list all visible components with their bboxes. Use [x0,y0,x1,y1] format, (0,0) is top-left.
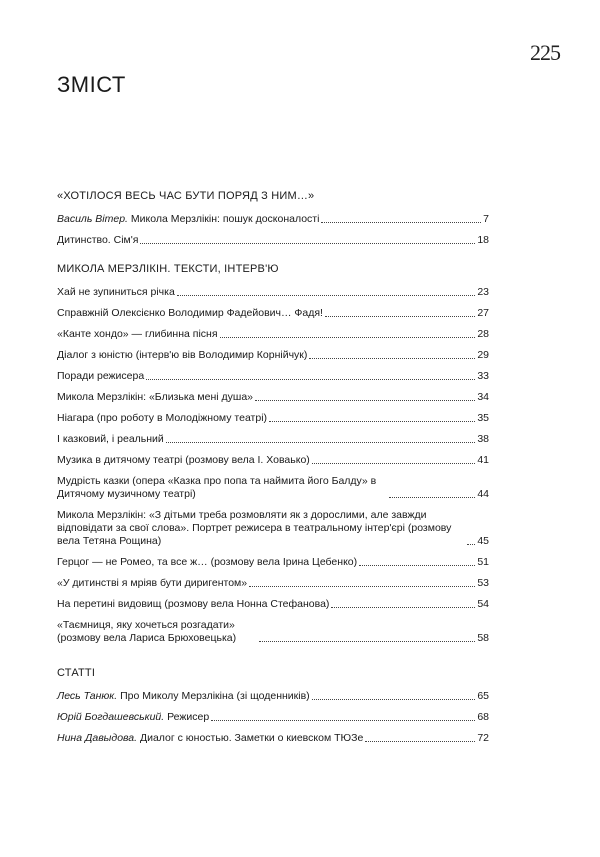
toc-entry[interactable] [57,577,489,590]
entry-page: 68 [477,711,489,723]
entry-page: 54 [477,598,489,610]
dot-leader [321,222,481,223]
toc-entry[interactable] [57,286,489,299]
toc-entry[interactable] [57,475,489,501]
toc-entry[interactable] [57,370,489,383]
dot-leader [467,544,475,545]
dot-leader [255,400,475,401]
entry-title: Режисер [164,711,210,723]
dot-leader [259,641,475,642]
entry-title: Микола Мерзлікін: «Близька мені душа» [57,391,254,403]
table-of-contents [57,190,489,761]
entry-page: 53 [477,577,489,589]
entry-page: 34 [477,391,489,403]
dot-leader [309,358,475,359]
dot-leader [140,243,475,244]
entry-page: 33 [477,370,489,382]
dot-leader [312,463,476,464]
entry-author: Василь Вітер. [57,213,128,225]
entry-title: Поради режисера [57,370,145,382]
dot-leader [365,741,475,742]
entry-title: Диалог с юностью. Заметки о киевском ТЮЗе [137,732,364,744]
dot-leader [312,699,476,700]
toc-section [57,667,489,745]
toc-entry[interactable] [57,234,489,247]
toc-entry[interactable] [57,732,489,745]
entry-title: На перетині видовищ (розмову вела Нонна Стефанова) [57,598,330,610]
section-heading: СТАТТІ [57,667,96,679]
dot-leader [359,565,475,566]
dot-leader [331,607,475,608]
entry-page: 29 [477,349,489,361]
dot-leader [211,720,475,721]
entry-title: Справжній Олексієнко Володимир Фадейович… Фадя! [57,307,323,319]
entry-title: «У дитинстві я мріяв бути диригентом» [57,577,248,589]
toc-entry[interactable] [57,619,489,645]
entry-page: 65 [477,690,489,702]
dot-leader [249,586,475,587]
toc-entry[interactable] [57,213,489,226]
entry-title: Микола Мерзлікін: «З дітьми треба розмовляти як з дорослими, але завжди відповідати за свої слова». Портрет режисера в театральному інтер'єрі (розмову вела Тетяна Рощина) [57,509,452,547]
toc-entry[interactable] [57,509,489,548]
entry-author: Лесь Танюк. [57,690,118,702]
toc-entry[interactable] [57,307,489,320]
entry-title: Музика в дитячому театрі (розмову вела І. Ховаько) [57,454,310,466]
entry-title: Про Миколу Мерзлікіна (зі щоденників) [117,690,310,702]
toc-entry[interactable] [57,454,489,467]
entry-page: 23 [477,286,489,298]
entry-title: Герцог — не Ромео, та все ж… (розмову вела Ірина Цебенко) [57,556,358,568]
dot-leader [177,295,476,296]
entry-author: Юрій Богдашевський. [57,711,165,723]
dot-leader [220,337,476,338]
dot-leader [146,379,475,380]
page-number: 225 [530,40,560,65]
entry-page: 58 [477,632,489,644]
toc-entry[interactable] [57,556,489,569]
entry-page: 72 [477,732,489,744]
toc-entry[interactable] [57,349,489,362]
entry-page: 38 [477,433,489,445]
toc-section [57,263,489,645]
entry-page: 35 [477,412,489,424]
toc-entry[interactable] [57,711,489,724]
toc-section [57,190,489,247]
entry-page: 41 [477,454,489,466]
toc-entry[interactable] [57,433,489,446]
dot-leader [325,316,475,317]
entry-page: 7 [483,213,489,225]
section-heading: «ХОТІЛОСЯ ВЕСЬ ЧАС БУТИ ПОРЯД З НИМ…» [57,190,315,202]
dot-leader [269,421,475,422]
toc-entry[interactable] [57,391,489,404]
entry-title: Хай не зупиниться річка [57,286,175,298]
page-title: ЗМІСТ [57,72,126,97]
entry-title: Дитинство. Сім'я [57,234,139,246]
entry-author: Нина Давыдова. [57,732,138,744]
toc-entry[interactable] [57,412,489,425]
entry-page: 27 [477,307,489,319]
entry-page: 51 [477,556,489,568]
entry-title: Мудрість казки (опера «Казка про попа та наймита його Балду» в Дитячому музичному театрі) [57,475,377,500]
dot-leader [389,497,475,498]
entry-page: 44 [477,488,489,500]
entry-page: 18 [477,234,489,246]
entry-title: Діалог з юністю (інтерв'ю вів Володимир Корнійчук) [57,349,308,361]
entry-title: Ніагара (про роботу в Молодіжному театрі) [57,412,268,424]
entry-page: 45 [477,535,489,547]
entry-title: І казковий, і реальний [57,433,164,445]
entry-title: «Канте хондо» — глибинна пісня [57,328,218,340]
toc-entry[interactable] [57,328,489,341]
entry-title: «Таємниця, яку хочеться розгадати» (розмову вела Лариса Брюховецька) [57,619,237,644]
toc-entry[interactable] [57,598,489,611]
toc-entry[interactable] [57,690,489,703]
entry-title: Микола Мерзлікін: пошук досконалості [127,213,320,225]
entry-page: 28 [477,328,489,340]
dot-leader [166,442,476,443]
section-heading: МИКОЛА МЕРЗЛІКІН. ТЕКСТИ, ІНТЕРВ'Ю [57,263,279,275]
